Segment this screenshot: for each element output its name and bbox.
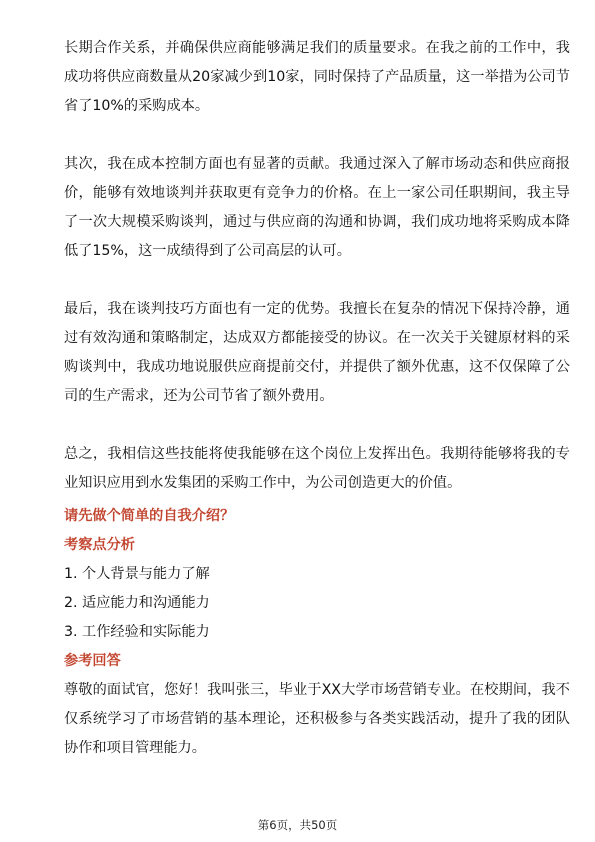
body-paragraph-4: 总之，我相信这些技能将使我能够在这个岗位上发挥出色。我期待能够将我的专业知识应用到水发集团的采购工作中，为公司创造更大的价值。	[64, 446, 570, 491]
body-paragraph-3: 最后，我在谈判技巧方面也有一定的优势。我擅长在复杂的情况下保持冷静，通过有效沟通和策略制定，达成双方都能接受的协议。在一次关于关键原材料的采购谈判中，我成功地说服供应商提前交付，并提供了额外优惠，这不仅保障了公司的生产需求，还为公司节省了额外费用。	[64, 301, 570, 404]
analysis-item-2: 2. 适应能力和沟通能力	[64, 595, 210, 611]
analysis-heading: 考察点分析	[64, 537, 135, 553]
question-title: 请先做个简单的自我介绍？	[64, 508, 235, 524]
body-paragraph-1: 长期合作关系，并确保供应商能够满足我们的质量要求。在我之前的工作中，我成功将供应商数量从20家减少到10家，同时保持了产品质量，这一举措为公司节省了10%的采购成本。	[64, 40, 570, 114]
body-paragraph-2: 其次，我在成本控制方面也有显著的贡献。我通过深入了解市场动态和供应商报价，能够有效地谈判并获取更有竞争力的价格。在上一家公司任职期间，我主导了一次大规模采购谈判，通过与供应商的沟通和协调，我们成功地将采购成本降低了15%，这一成绩得到了公司高层的认可。	[64, 156, 570, 259]
analysis-item-1: 1. 个人背景与能力了解	[64, 566, 210, 582]
page-footer: 第6页，共50页	[257, 818, 338, 832]
answer-paragraph: 尊敬的面试官，您好！我叫张三，毕业于XX大学市场营销专业。在校期间，我不仅系统学习了市场营销的基本理论，还积极参与各类实践活动，提升了我的团队协作和项目管理能力。	[64, 682, 570, 756]
question-section	[64, 502, 570, 763]
analysis-item-3: 3. 工作经验和实际能力	[64, 624, 210, 640]
answer-heading: 参考回答	[64, 653, 121, 669]
